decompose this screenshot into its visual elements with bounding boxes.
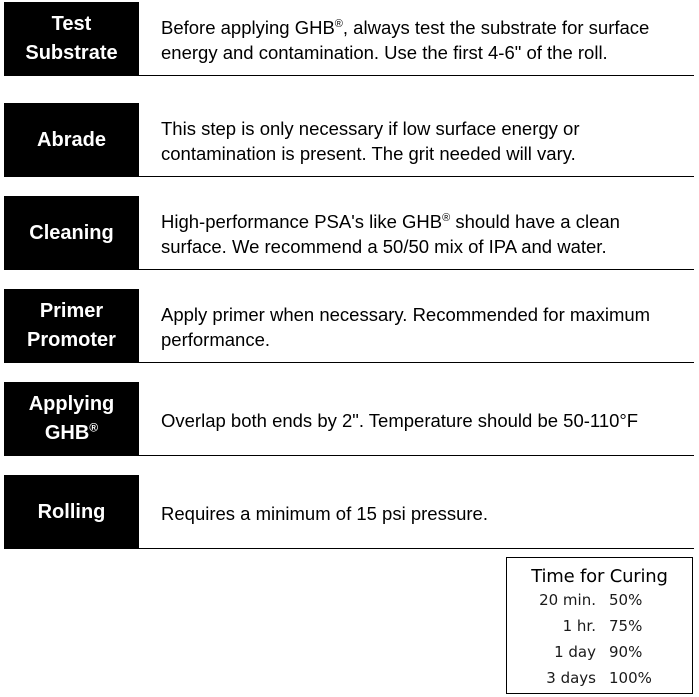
step-label-line: GHB® bbox=[44, 420, 99, 444]
divider bbox=[139, 455, 694, 456]
step-test-substrate bbox=[4, 2, 694, 76]
step-label-line: Rolling bbox=[37, 500, 106, 523]
step-label-line: Substrate bbox=[25, 42, 118, 64]
step-abrade bbox=[4, 103, 694, 177]
step-label-line: Promoter bbox=[27, 329, 116, 351]
step-label-line: Abrade bbox=[37, 128, 106, 151]
step-description bbox=[161, 289, 694, 363]
step-description bbox=[161, 103, 694, 177]
curing-time: 1 hr. bbox=[562, 617, 596, 635]
step-description bbox=[161, 196, 694, 270]
curing-row bbox=[507, 613, 692, 639]
step-label-line: Primer bbox=[39, 300, 104, 322]
curing-time-table bbox=[506, 557, 693, 694]
curing-row bbox=[507, 665, 692, 691]
step-label bbox=[4, 196, 139, 270]
curing-percent: 100% bbox=[609, 669, 652, 687]
step-applying-ghb bbox=[4, 382, 694, 456]
curing-table-title: Time for Curing bbox=[531, 566, 668, 587]
curing-percent: 50% bbox=[609, 591, 643, 609]
curing-row bbox=[507, 587, 692, 613]
step-description bbox=[161, 2, 694, 76]
step-cleaning bbox=[4, 196, 694, 270]
curing-time: 20 min. bbox=[539, 591, 596, 609]
divider bbox=[139, 548, 694, 549]
description-line: Apply primer when necessary. Recommended for maximum bbox=[161, 304, 651, 325]
curing-time: 1 day bbox=[554, 643, 596, 661]
description-line: performance. bbox=[161, 329, 270, 350]
divider bbox=[139, 75, 694, 76]
divider bbox=[139, 269, 694, 270]
description-line: Requires a minimum of 15 psi pressure. bbox=[161, 502, 488, 524]
step-label-line: Applying bbox=[28, 393, 115, 415]
divider bbox=[139, 362, 694, 363]
description-line: Before applying GHB®, always test the substrate for surface bbox=[161, 17, 650, 38]
step-label bbox=[4, 289, 139, 363]
description-line: surface. We recommend a 50/50 mix of IPA and water. bbox=[161, 236, 607, 257]
curing-row bbox=[507, 639, 692, 665]
step-label-line: Test bbox=[51, 13, 92, 35]
description-line: This step is only necessary if low surface energy or bbox=[161, 118, 580, 139]
curing-percent: 90% bbox=[609, 643, 643, 661]
step-description bbox=[161, 382, 694, 456]
step-label bbox=[4, 103, 139, 177]
registered-mark: ® bbox=[442, 211, 451, 224]
step-rolling bbox=[4, 475, 694, 549]
step-label bbox=[4, 2, 139, 76]
curing-percent: 75% bbox=[609, 617, 643, 635]
description-line: energy and contamination. Use the first 4-6" of the roll. bbox=[161, 42, 608, 63]
divider bbox=[139, 176, 694, 177]
description-line: Overlap both ends by 2". Temperature should be 50-110°F bbox=[161, 409, 639, 431]
description-line: High-performance PSA's like GHB® should have a clean bbox=[161, 211, 620, 232]
curing-time: 3 days bbox=[546, 669, 596, 687]
step-label-line: Cleaning bbox=[29, 221, 114, 244]
step-primer-promoter bbox=[4, 289, 694, 363]
registered-mark: ® bbox=[89, 420, 99, 435]
description-line: contamination is present. The grit needed will vary. bbox=[161, 143, 576, 164]
step-label bbox=[4, 382, 139, 456]
registered-mark: ® bbox=[334, 17, 343, 30]
step-description bbox=[161, 475, 694, 549]
step-label bbox=[4, 475, 139, 549]
